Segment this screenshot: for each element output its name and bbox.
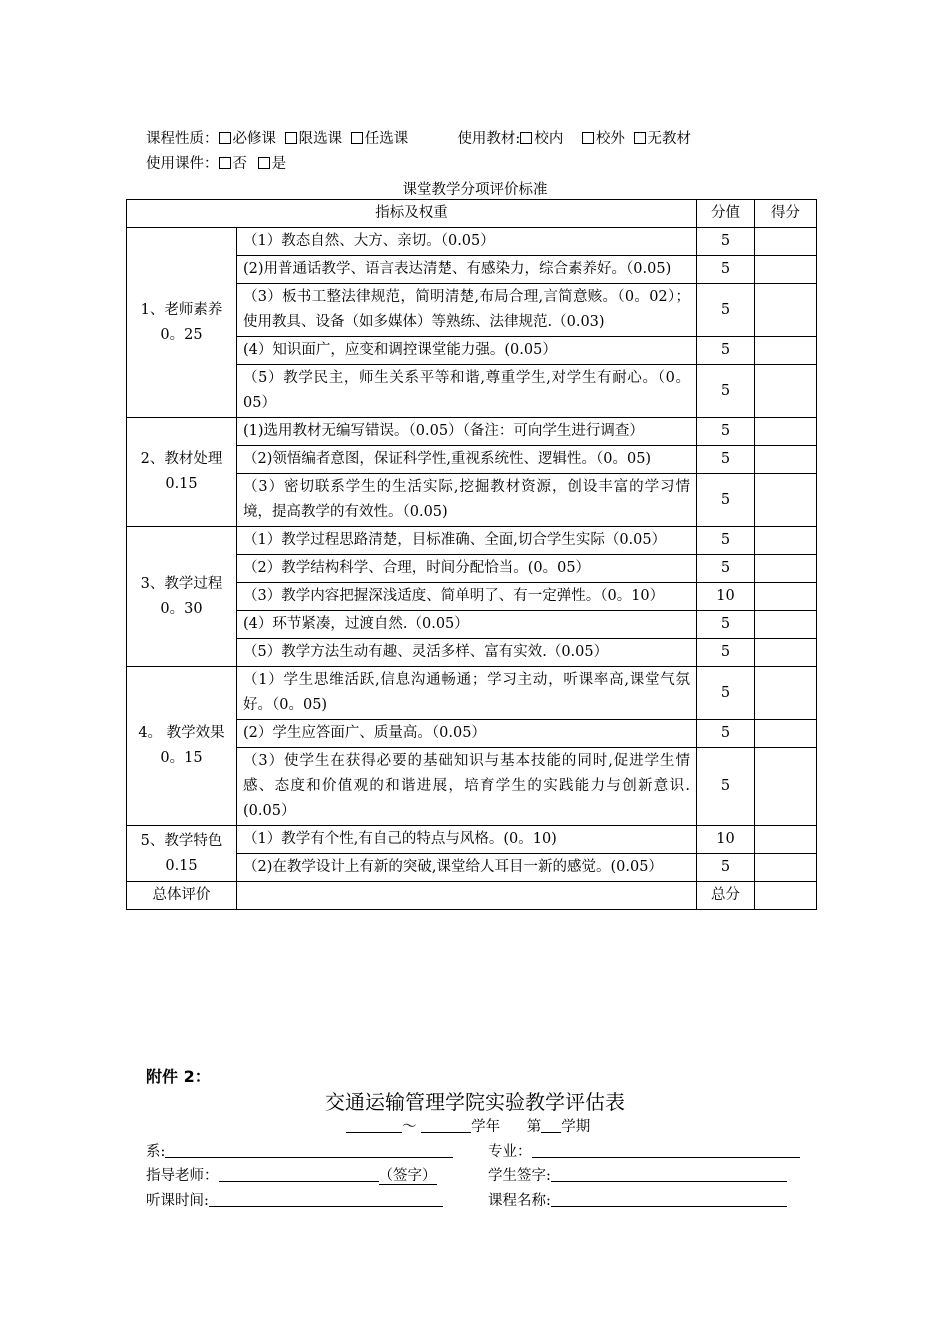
criterion-score: 5 [697,854,755,882]
score-input-cell[interactable] [755,639,817,667]
checkbox-required[interactable] [219,132,231,144]
criterion-score: 5 [697,611,755,639]
score-input-cell[interactable] [755,365,817,418]
sign-hint: （签字） [378,1168,437,1184]
criterion-text: （3）密切联系学生的生活实际,挖掘教材资源，创设丰富的学习情境，提高教学的有效性。（0.05) [237,474,697,527]
course-name-input[interactable] [551,1192,787,1207]
category-cell [127,826,237,882]
criterion-text: （1）教学过程思路清楚，目标准确、全面,切合学生实际（0.05） [237,527,697,555]
form-title: 交通运输管理学院实验教学评估表 [325,1090,625,1114]
overall-eval-input[interactable] [237,882,697,910]
criterion-text: (4）环节紧凑，过渡自然.（0.05） [237,611,697,639]
category-weight: 0.15 [165,476,198,492]
score-input-cell[interactable] [755,256,817,284]
material-label: 使用教材: [457,131,521,147]
category-weight: 0。15 [160,750,203,766]
criterion-score: 5 [697,527,755,555]
header-index-weight: 指标及权重 [127,200,697,228]
criterion-score: 5 [697,256,755,284]
criterion-text: （5）教学民主，师生关系平等和谐,尊重学生,对学生有耐心。（0。05） [237,365,697,418]
academic-year-line: ～ 学年 第 学期 [346,1115,590,1136]
score-input-cell[interactable] [755,720,817,748]
category-weight: 0。25 [160,326,203,343]
category-name: 2、教材处理 [140,451,223,467]
score-input-cell[interactable] [755,854,817,882]
category-cell [127,667,237,826]
table-row [127,667,817,720]
criterion-text: (2)用普通话教学、语言表达清楚、有感染力，综合素养好。（0.05) [237,256,697,284]
criterion-text: （1）教态自然、大方、亲切。（0.05） [237,228,697,256]
student-sign-input[interactable] [551,1167,787,1182]
course-type-label: 课程性质： [146,131,219,147]
header-got-score: 得分 [755,200,817,228]
teacher-input[interactable] [219,1167,379,1182]
score-input-cell[interactable] [755,748,817,826]
course-info-line: 课程性质： 必修课 限选课 任选课 使用教材: 校内 校外 无教材 [146,131,692,147]
score-input-cell[interactable] [755,583,817,611]
total-score-input[interactable] [755,882,817,910]
criterion-score: 5 [697,446,755,474]
score-input-cell[interactable] [755,446,817,474]
criterion-score: 10 [697,583,755,611]
category-name: 3、教学过程 [140,575,223,592]
score-input-cell[interactable] [755,228,817,256]
criterion-score: 5 [697,365,755,418]
category-weight: 0。30 [160,600,203,617]
category-cell [127,228,237,418]
criterion-score: 5 [697,639,755,667]
score-input-cell[interactable] [755,555,817,583]
category-cell [127,418,237,527]
year-start-blank[interactable] [346,1118,402,1133]
table-row [127,826,817,854]
table-footer-row [127,882,817,910]
checkbox-courseware-no[interactable] [219,157,231,169]
criterion-text: （3）教学内容把握深浅适度、简单明了、有一定弹性。（0。10） [237,583,697,611]
year-end-blank[interactable] [421,1118,471,1133]
table-header-row [127,200,817,228]
teacher-field: 指导老师： （签字） [146,1168,437,1184]
criterion-score: 5 [697,474,755,527]
table-title: 课堂教学分项评价标准 [402,182,548,198]
category-cell [127,527,237,667]
score-input-cell[interactable] [755,527,817,555]
major-field: 专业： [488,1140,800,1161]
evaluation-table [126,199,817,910]
table-row [127,527,817,555]
checkbox-courseware-yes[interactable] [258,157,270,169]
criterion-text: （1）教学有个性,有自己的特点与风格。(0。10) [237,826,697,854]
dept-field: 系: [146,1140,453,1161]
score-input-cell[interactable] [755,337,817,365]
criterion-text: （1）学生思维活跃,信息沟通畅通；学习主动，听课率高,课堂气氛好。（0。05) [237,667,697,720]
score-input-cell[interactable] [755,284,817,337]
score-input-cell[interactable] [755,474,817,527]
criterion-text: （2)在教学设计上有新的突破,课堂给人耳目一新的感觉。(0.05） [237,854,697,882]
overall-eval-label: 总体评价 [127,882,237,910]
courseware-label: 使用课件： [146,156,219,172]
criterion-text: (2）学生应答面广、质量高。（0.05） [237,720,697,748]
criterion-score: 5 [697,748,755,826]
checkbox-material-external[interactable] [582,132,594,144]
criterion-score: 5 [697,337,755,365]
time-input[interactable] [209,1192,443,1207]
time-field: 听课时间: [146,1189,443,1210]
category-name: 5、教学特色 [140,832,223,849]
criterion-text: （2)领悟编者意图，保证科学性,重视系统性、逻辑性。（0。05) [237,446,697,474]
criterion-text: （3）板书工整法律规范，简明清楚,布局合理,言简意赅。（0。02）；使用教具、设备（如多媒体）等熟练、法律规范.（0.03) [237,284,697,337]
criterion-score: 5 [697,720,755,748]
criterion-text: （3）使学生在获得必要的基础知识与基本技能的同时,促进学生情感、态度和价值观的和谐进展，培育学生的实践能力与创新意识.(0.05） [237,748,697,826]
term-blank[interactable] [541,1118,561,1133]
student-sign-field: 学生签字: [488,1164,787,1185]
criterion-score: 5 [697,228,755,256]
header-score: 分值 [697,200,755,228]
major-input[interactable] [532,1143,800,1158]
score-input-cell[interactable] [755,418,817,446]
checkbox-limited-elective[interactable] [285,132,297,144]
criterion-score: 5 [697,555,755,583]
criterion-score: 5 [697,667,755,720]
category-weight: 0.15 [165,857,198,874]
criterion-text: （5）教学方法生动有趣、灵活多样、富有实效.（0.05） [237,639,697,667]
criterion-text: （2）教学结构科学、合理，时间分配恰当。(0。05） [237,555,697,583]
courseware-line: 使用课件： 否 是 [146,156,287,172]
attachment-label: 附件 2： [146,1067,211,1086]
score-input-cell[interactable] [755,611,817,639]
score-input-cell[interactable] [755,826,817,854]
criterion-score: 10 [697,826,755,854]
category-name: 1、老师素养 [140,301,223,318]
criterion-score: 5 [697,418,755,446]
table-row [127,418,817,446]
total-score-label: 总分 [697,882,755,910]
category-name: 4。 教学效果 [138,725,225,741]
criterion-text: (4）知识面广，应变和调控课堂能力强。(0.05） [237,337,697,365]
checkbox-material-internal[interactable] [520,132,532,144]
course-name-field: 课程名称: [488,1189,787,1210]
checkbox-free-elective[interactable] [351,132,363,144]
table-row [127,228,817,256]
score-input-cell[interactable] [755,667,817,720]
criterion-text: (1)选用教材无编写错误。（0.05）（备注：可向学生进行调查） [237,418,697,446]
criterion-score: 5 [697,284,755,337]
dept-input[interactable] [165,1143,453,1158]
checkbox-no-material[interactable] [634,132,646,144]
